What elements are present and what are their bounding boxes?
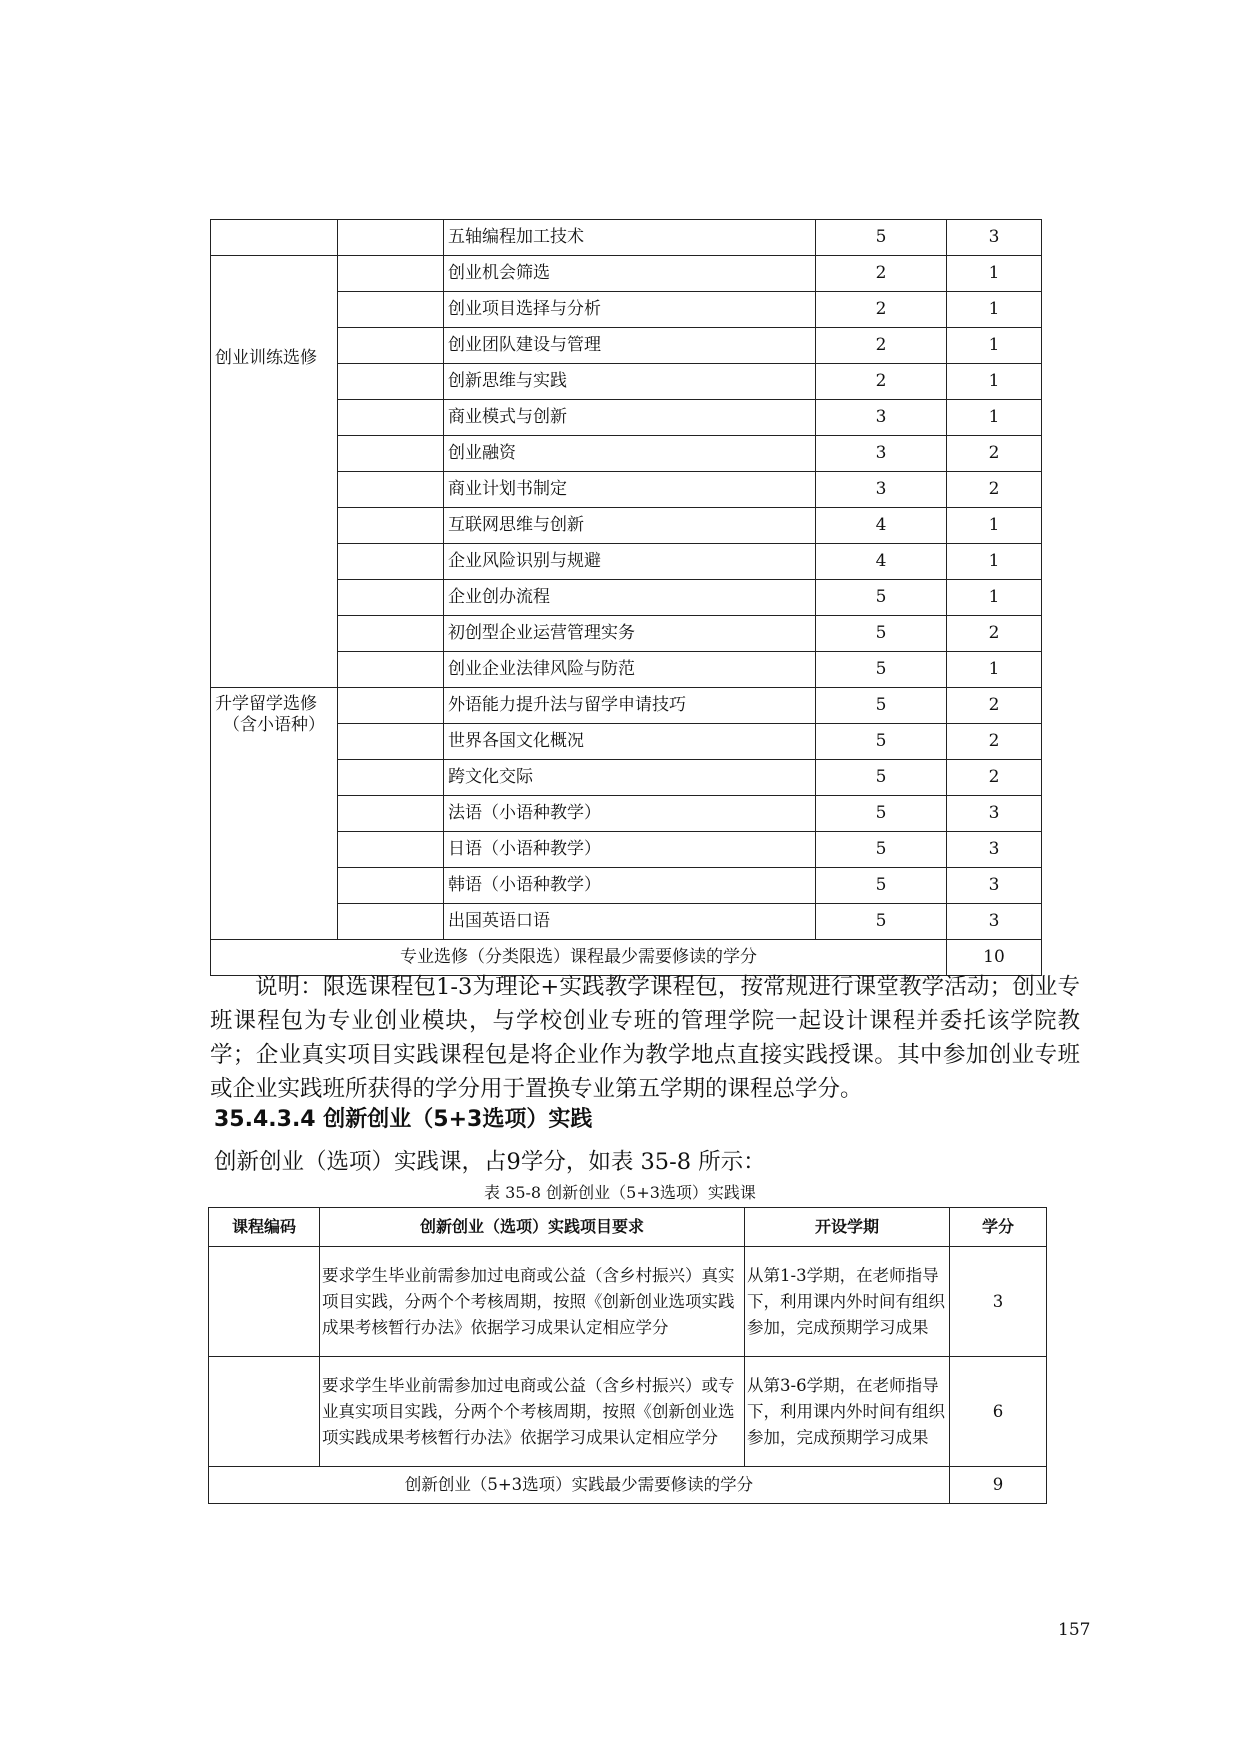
header-requirement: 创新创业（选项）实践项目要求	[320, 1208, 745, 1247]
summary-value: 10	[947, 940, 1042, 976]
course-credit: 2	[947, 436, 1042, 472]
course-credit: 1	[947, 292, 1042, 328]
category-cell	[211, 256, 338, 688]
course-semester: 3	[816, 472, 947, 508]
module-cell	[338, 472, 444, 508]
course-semester: 2	[816, 364, 947, 400]
course-name: 创业团队建设与管理	[444, 328, 816, 364]
module-cell	[338, 328, 444, 364]
module-cell	[338, 760, 444, 796]
course-term: 从第1-3学期，在老师指导下，利用课内外时间有组织参加，完成预期学习成果	[745, 1247, 950, 1357]
course-semester: 5	[816, 760, 947, 796]
table-row	[211, 256, 1042, 292]
course-name: 互联网思维与创新	[444, 508, 816, 544]
course-credit: 2	[947, 724, 1042, 760]
module-cell	[338, 724, 444, 760]
table-caption: 表 35-8 创新创业（5+3选项）实践课	[484, 1183, 756, 1202]
course-name: 跨文化交际	[444, 760, 816, 796]
course-semester: 5	[816, 796, 947, 832]
header-term: 开设学期	[745, 1208, 950, 1247]
elective-course-table	[210, 219, 1042, 976]
course-credit: 1	[947, 580, 1042, 616]
note-text: 说明：限选课程包1-3为理论+实践教学课程包，按常规进行课堂教学活动；创业专班课程包为专业创业模块，与学校创业专班的管理学院一起设计课程并委托该学院教学；企业真实项目实践课程包是将企业作为教学地点直接实践授课。其中参加创业专班或企业实践班所获得的学分用于置换专业第五学期的课程总学分。	[210, 974, 1080, 1102]
course-code	[209, 1357, 320, 1467]
course-credit: 2	[947, 760, 1042, 796]
course-credit: 3	[950, 1247, 1047, 1357]
module-cell	[338, 436, 444, 472]
course-name: 出国英语口语	[444, 904, 816, 940]
module-cell	[338, 400, 444, 436]
module-cell	[338, 364, 444, 400]
course-semester: 5	[816, 688, 947, 724]
course-name: 初创型企业运营管理实务	[444, 616, 816, 652]
module-cell	[338, 580, 444, 616]
course-name: 创业机会筛选	[444, 256, 816, 292]
course-name: 外语能力提升法与留学申请技巧	[444, 688, 816, 724]
category-label: 升学留学选修	[215, 694, 317, 714]
module-cell	[338, 832, 444, 868]
practice-course-table	[208, 1207, 1047, 1504]
course-semester: 4	[816, 508, 947, 544]
module-cell	[338, 868, 444, 904]
module-cell	[338, 508, 444, 544]
course-credit: 3	[947, 832, 1042, 868]
module-cell	[338, 796, 444, 832]
summary-value: 9	[950, 1467, 1047, 1504]
header-credit: 学分	[950, 1208, 1047, 1247]
course-credit: 1	[947, 544, 1042, 580]
course-semester: 5	[816, 832, 947, 868]
lead-text: 创新创业（选项）实践课，占9学分，如表 35-8 所示：	[214, 1149, 766, 1175]
course-name: 创业融资	[444, 436, 816, 472]
course-name: 商业模式与创新	[444, 400, 816, 436]
course-requirement: 要求学生毕业前需参加过电商或公益（含乡村振兴）真实项目实践，分两个个考核周期，按照《创新创业选项实践成果考核暂行办法》依据学习成果认定相应学分	[320, 1247, 745, 1357]
course-name: 世界各国文化概况	[444, 724, 816, 760]
course-semester: 5	[816, 616, 947, 652]
course-semester: 5	[816, 220, 947, 256]
course-name: 创业企业法律风险与防范	[444, 652, 816, 688]
course-semester: 3	[816, 400, 947, 436]
course-semester: 5	[816, 580, 947, 616]
course-credit: 6	[950, 1357, 1047, 1467]
course-credit: 1	[947, 508, 1042, 544]
course-semester: 5	[816, 868, 947, 904]
course-term: 从第3-6学期，在老师指导下，利用课内外时间有组织参加，完成预期学习成果	[745, 1357, 950, 1467]
header-code: 课程编码	[209, 1208, 320, 1247]
category-label: 创业训练选修	[215, 348, 317, 368]
course-credit: 1	[947, 652, 1042, 688]
course-credit: 1	[947, 400, 1042, 436]
course-credit: 3	[947, 796, 1042, 832]
table-row	[209, 1247, 1047, 1357]
course-name: 五轴编程加工技术	[444, 220, 816, 256]
course-name: 韩语（小语种教学）	[444, 868, 816, 904]
course-name: 创业项目选择与分析	[444, 292, 816, 328]
course-code	[209, 1247, 320, 1357]
explanation-note	[210, 970, 1080, 1106]
course-name: 日语（小语种教学）	[444, 832, 816, 868]
course-credit: 2	[947, 472, 1042, 508]
course-name: 商业计划书制定	[444, 472, 816, 508]
table-summary-row	[209, 1467, 1047, 1504]
course-semester: 2	[816, 256, 947, 292]
course-semester: 5	[816, 904, 947, 940]
course-name: 法语（小语种教学）	[444, 796, 816, 832]
course-credit: 3	[947, 868, 1042, 904]
module-cell	[338, 256, 444, 292]
category-sublabel: （含小语种）	[223, 715, 325, 736]
table-row	[209, 1357, 1047, 1467]
module-cell	[338, 652, 444, 688]
summary-label: 专业选修（分类限选）课程最少需要修读的学分	[211, 940, 947, 976]
course-credit: 1	[947, 328, 1042, 364]
module-cell	[338, 616, 444, 652]
course-credit: 3	[947, 904, 1042, 940]
category-cell	[211, 688, 338, 940]
course-credit: 2	[947, 616, 1042, 652]
course-semester: 2	[816, 328, 947, 364]
section-heading: 35.4.3.4 创新创业（5+3选项）实践	[214, 1107, 593, 1132]
course-semester: 4	[816, 544, 947, 580]
course-semester: 2	[816, 292, 947, 328]
course-credit: 1	[947, 364, 1042, 400]
page-number: 157	[1058, 1620, 1091, 1640]
course-semester: 5	[816, 652, 947, 688]
course-semester: 3	[816, 436, 947, 472]
course-name: 创新思维与实践	[444, 364, 816, 400]
module-cell	[338, 688, 444, 724]
course-credit: 1	[947, 256, 1042, 292]
table-header-row	[209, 1208, 1047, 1247]
course-name: 企业创办流程	[444, 580, 816, 616]
course-credit: 3	[947, 220, 1042, 256]
course-name: 企业风险识别与规避	[444, 544, 816, 580]
course-semester: 5	[816, 724, 947, 760]
course-credit: 2	[947, 688, 1042, 724]
module-cell	[338, 544, 444, 580]
module-cell	[338, 904, 444, 940]
table-row	[211, 220, 1042, 256]
course-requirement: 要求学生毕业前需参加过电商或公益（含乡村振兴）或专业真实项目实践，分两个个考核周期，按照《创新创业选项实践成果考核暂行办法》依据学习成果认定相应学分	[320, 1357, 745, 1467]
summary-label: 创新创业（5+3选项）实践最少需要修读的学分	[209, 1467, 950, 1504]
module-cell	[338, 292, 444, 328]
table-row	[211, 688, 1042, 724]
